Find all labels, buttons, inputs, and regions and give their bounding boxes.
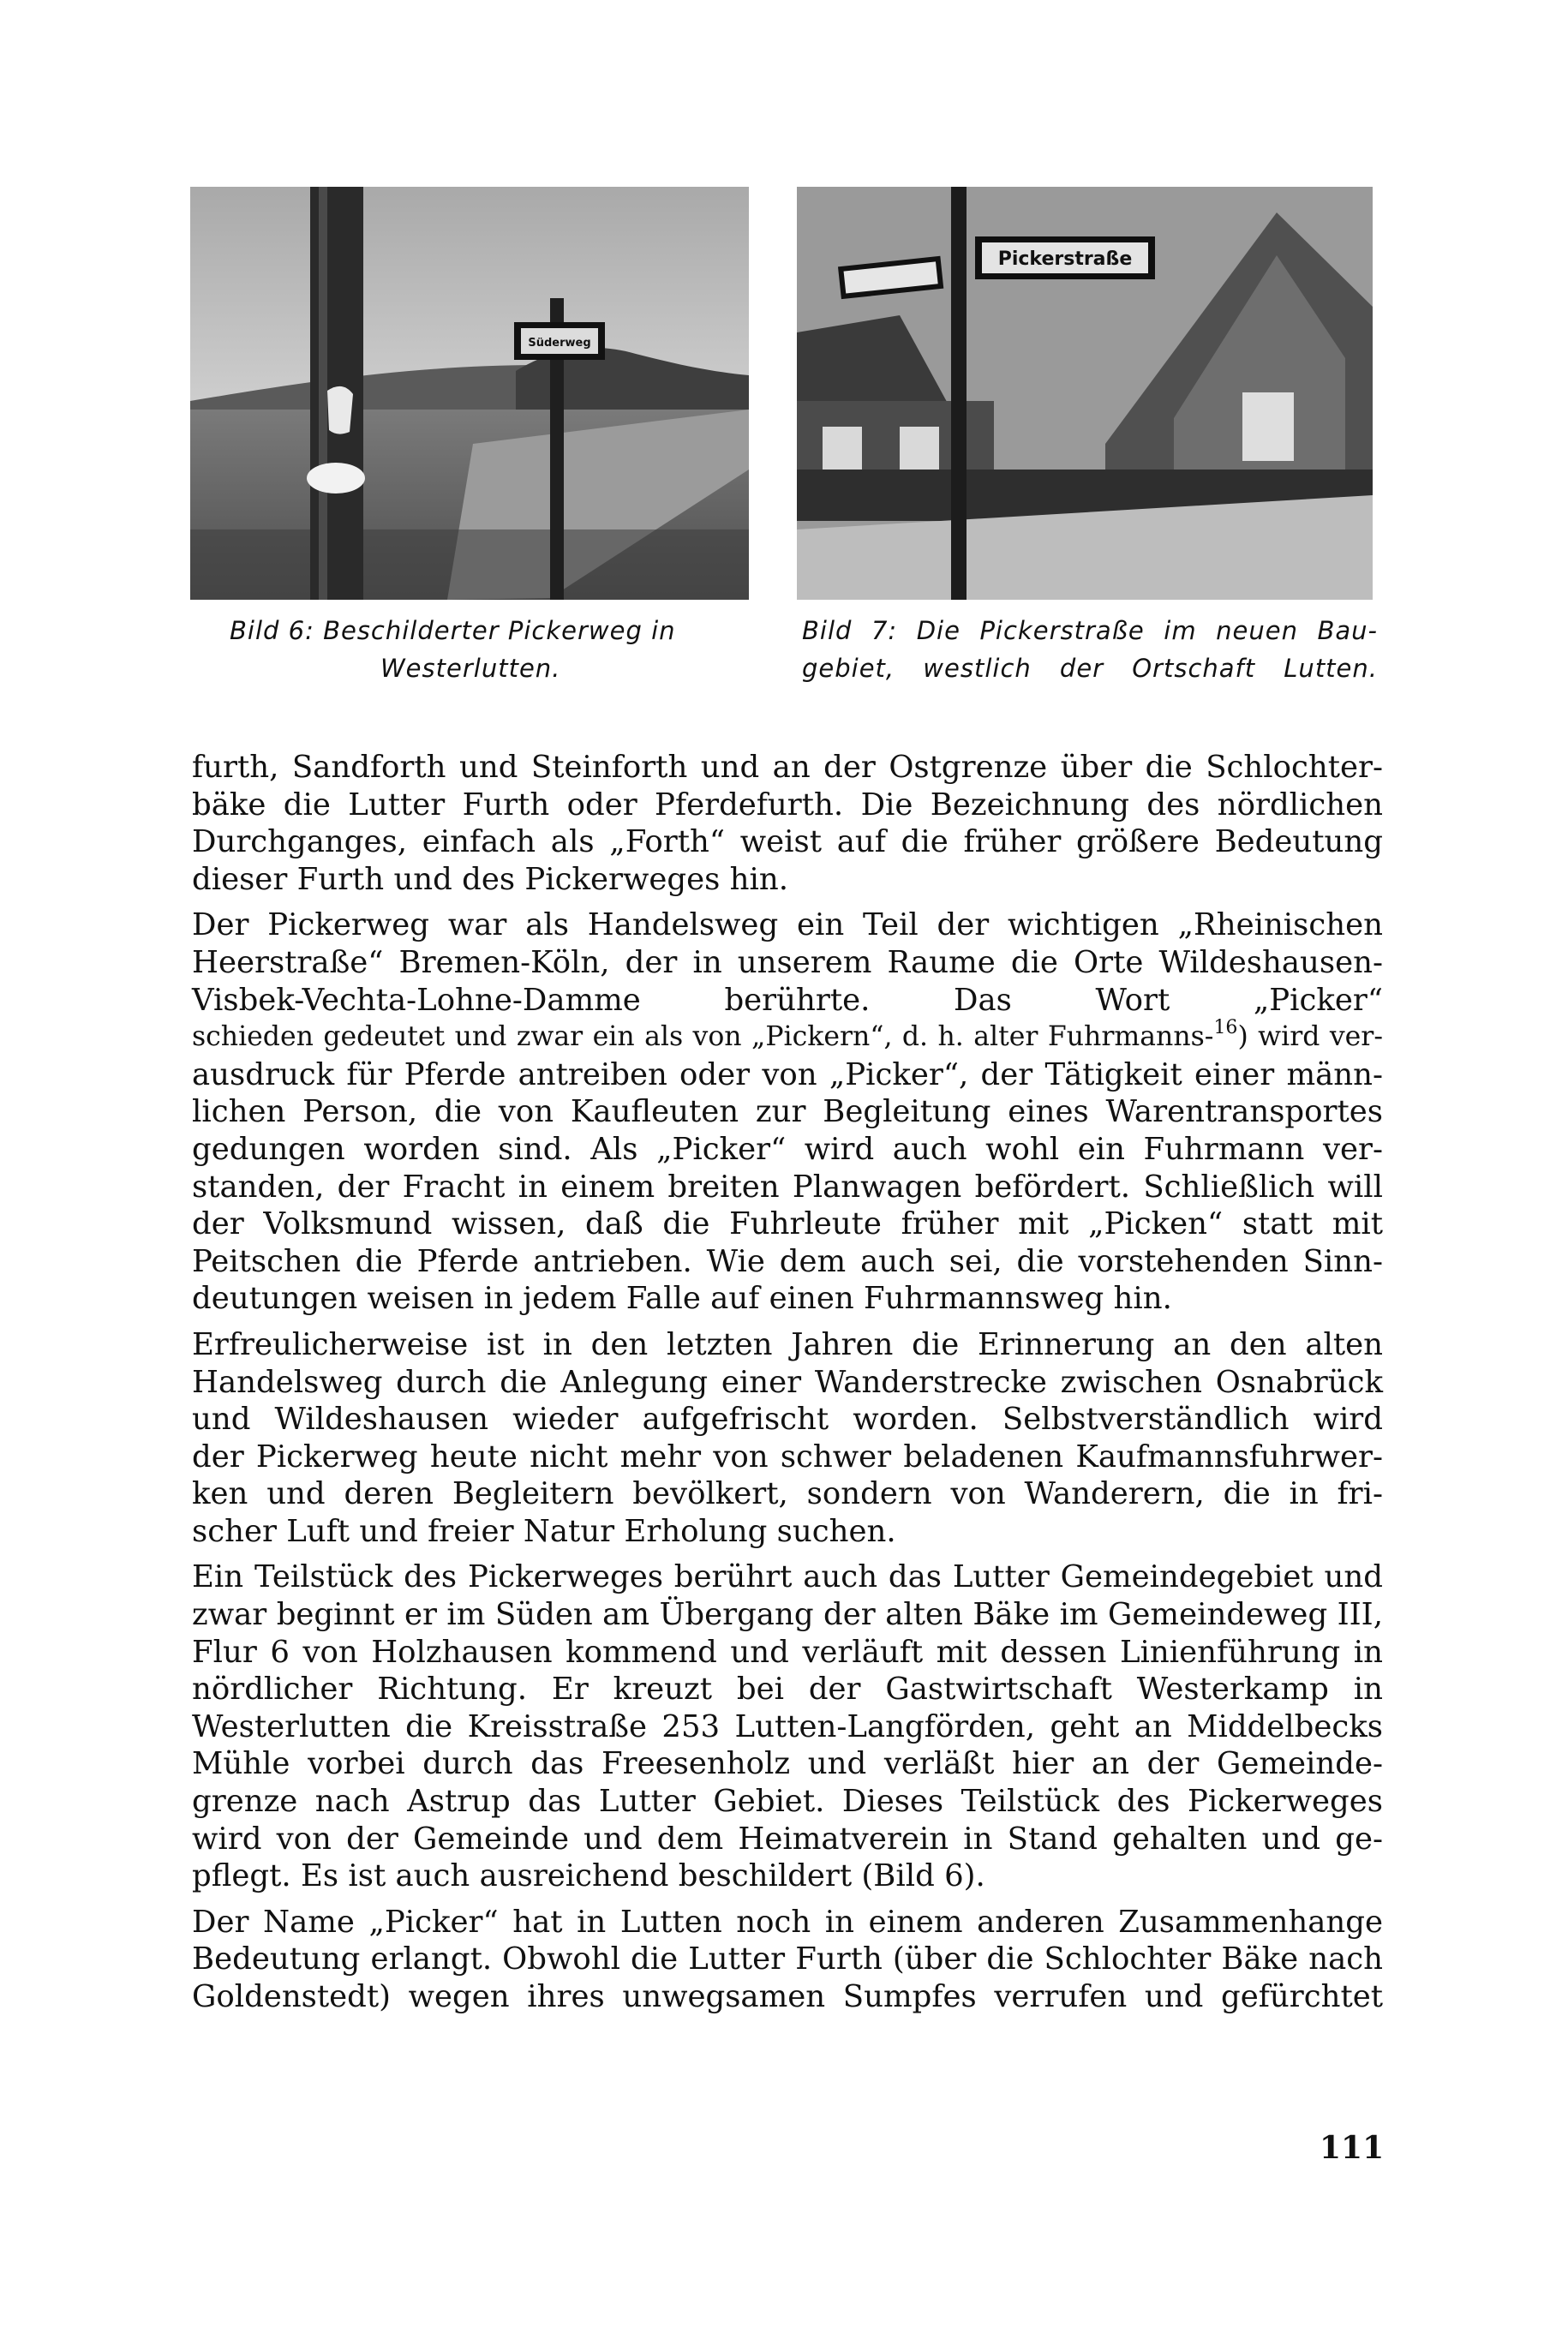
caption-bild-7-line-1: Bild 7: Die Pickerstraße im neuen Bau- [802, 616, 1378, 645]
text-line: gedungen worden sind. Als „Picker“ wird auch wohl ein Fuhrmann ver- [192, 1131, 1383, 1167]
text-line: wird von der Gemeinde und dem Heimatverein in Stand gehalten und ge- [192, 1821, 1383, 1857]
caption-bild-7 [802, 612, 1378, 687]
text-line: der Volksmund wissen, daß die Fuhrleute früher mit „Picken“ statt mit [192, 1206, 1383, 1242]
page-number: 111 [1320, 2130, 1385, 2166]
text-line: standen, der Fracht in einem breiten Planwagen befördert. Schließlich will [192, 1169, 1383, 1205]
text-line: deutungen weisen in jedem Falle auf einen Fuhrmannsweg hin. [192, 1281, 1172, 1317]
line-end: ) wird ver- [1237, 1021, 1384, 1053]
text-line: furth, Sandforth und Steinforth und an der Ostgrenze über die Schlochter- [192, 750, 1383, 785]
text-line: Der Name „Picker“ hat in Lutten noch in einem anderen Zusammenhange [192, 1904, 1383, 1940]
caption-bild-7-line-2: gebiet, westlich der Ortschaft Lutten. [802, 654, 1378, 683]
body-text [192, 749, 1383, 2025]
text-line: dieser Furth und des Pickerweges hin. [192, 861, 789, 897]
text-line: Erfreulicherweise ist in den letzten Jahren die Erinnerung an den alten [192, 1326, 1383, 1362]
text-line: Bedeutung erlangt. Obwohl die Lutter Furth (über die Schlochter Bäke nach [192, 1941, 1383, 1977]
text-line: Goldenstedt) wegen ihres unwegsamen Sumpfes verrufen und gefürchtet [192, 1979, 1383, 2014]
text-line: grenze nach Astrup das Lutter Gebiet. Dieses Teilstück des Pickerweges [192, 1784, 1383, 1820]
text-line: Handelsweg durch die Anlegung einer Wanderstrecke zwischen Osnabrück [192, 1364, 1383, 1400]
text-line: bäke die Lutter Furth oder Pferdefurth. Die Bezeichnung des nördlichen [192, 787, 1383, 823]
photo-pickerstrasse-sign [797, 187, 1373, 600]
sign-text-pickerstrasse: Pickerstraße [997, 248, 1133, 270]
paragraph-4 [192, 1558, 1383, 1894]
paragraph-5 [192, 1904, 1383, 2016]
line-start: schieden gedeutet und zwar ein als von „Pickern“, d. h. alter Fuhrmanns- [192, 1021, 1214, 1053]
text-line: Durchganges, einfach als „Forth“ weist auf die früher größere Bedeutung [192, 824, 1383, 860]
text-line: lichen Person, die von Kaufleuten zur Begleitung eines Warentransportes [192, 1094, 1383, 1130]
text-line: ausdruck für Pferde antreiben oder von „Picker“, der Tätigkeit einer männ- [192, 1056, 1383, 1092]
text-line: zwar beginnt er im Süden am Übergang der alten Bäke im Gemeindeweg III, [192, 1597, 1383, 1633]
paragraph-2 [192, 906, 1383, 1318]
text-line: Heerstraße“ Bremen-Köln, der in unserem Raume die Orte Wildeshausen- [192, 944, 1383, 980]
paragraph-3 [192, 1326, 1383, 1551]
sign-text-suederweg: Süderweg [528, 337, 591, 350]
text-line: der Pickerweg heute nicht mehr von schwer beladenen Kaufmannsfuhrwer- [192, 1439, 1383, 1475]
paragraph-1 [192, 749, 1383, 898]
text-line-with-footnote [192, 1019, 1383, 1056]
text-line: Ein Teilstück des Pickerweges berührt auch das Lutter Gemeindegebiet und [192, 1559, 1383, 1595]
text-line: Westerlutten die Kreisstraße 253 Lutten-Langförden, geht an Middelbecks [192, 1708, 1383, 1744]
text-line: Mühle vorbei durch das Freesenholz und verläßt hier an der Gemeinde- [192, 1746, 1383, 1782]
caption-bild-6 [230, 612, 744, 687]
text-line: Flur 6 von Holzhausen kommend und verläuft mit dessen Linienführung in [192, 1634, 1383, 1670]
caption-bild-6-line-1: Bild 6: Beschilderter Pickerweg in [230, 616, 676, 645]
caption-bild-6-line-2: Westerlutten. [380, 654, 561, 683]
text-line: scher Luft und freier Natur Erholung suchen. [192, 1513, 896, 1549]
text-line: nördlicher Richtung. Er kreuzt bei der Gastwirtschaft Westerkamp in [192, 1672, 1383, 1708]
text-line: Peitschen die Pferde antrieben. Wie dem auch sei, die vorstehenden Sinn- [192, 1243, 1383, 1279]
photo-pickerweg-signpost [190, 187, 749, 600]
text-line: ken und deren Begleitern bevölkert, sondern von Wanderern, die in fri- [192, 1476, 1383, 1512]
text-line: Visbek-Vechta-Lohne-Damme berührte. Das Wort „Picker“ [192, 982, 1383, 1018]
text-line: Der Pickerweg war als Handelsweg ein Teil der wichtigen „Rheinischen [192, 907, 1383, 943]
footnote-reference: 16 [1213, 1017, 1238, 1039]
text-line: pflegt. Es ist auch ausreichend beschildert (Bild 6). [192, 1858, 985, 1894]
text-line: und Wildeshausen wieder aufgefrischt worden. Selbstverständlich wird [192, 1402, 1383, 1438]
